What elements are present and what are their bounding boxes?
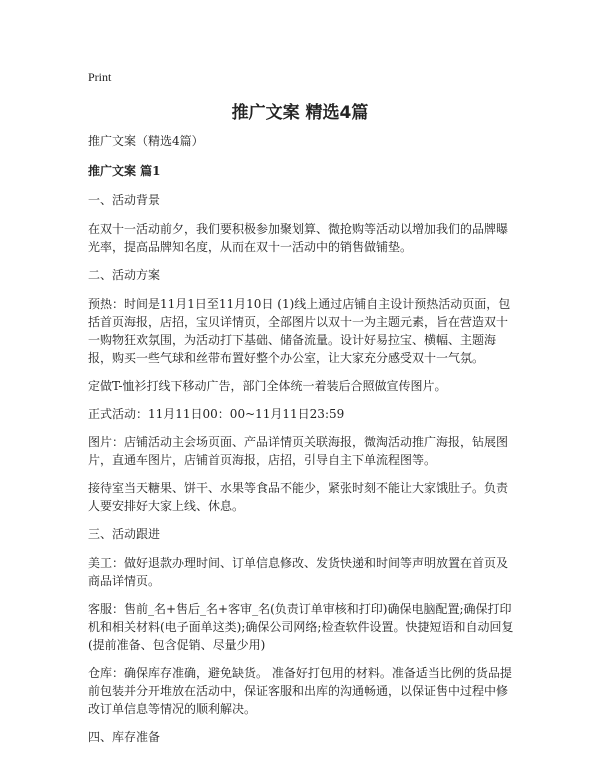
print-label: Print (88, 70, 112, 84)
paragraph-warehouse: 仓库：确保库存准确，避免缺货。 准备好打包用的材料。准备适当比例的货品提前包装并分开堆放在活动中，保证客服和出库的沟通畅通，以保证售中过程中修改订单信息等情况的顺利解决。 (88, 666, 512, 716)
section-heading-plan: 二、活动方案 (88, 268, 161, 282)
paragraph-images: 图片：店铺活动主会场页面、产品详情页关联海报，微淘活动推广海报，钻展图片，直通车图片，店铺首页海报，店招，引导自主下单流程图等。 (88, 435, 509, 467)
article-heading: 推广文案 篇1 (88, 164, 161, 178)
paragraph-service: 客服：售前_名+售后_名+客审_名(负责订单审核和打印)确保电脑配置;确保打印机和相关材料(电子面单这类);确保公司网络;检查软件设置。快捷短语和自动回复(提前准备、包含促销、尽量少用) (88, 602, 514, 652)
section-heading-followup: 三、活动跟进 (88, 527, 161, 541)
section-heading-inventory: 四、库存准备 (88, 730, 161, 744)
document-body (88, 132, 516, 757)
page-title: 推广文案 精选4篇 (231, 103, 369, 123)
document-subtitle: 推广文案（精选4篇） (88, 134, 204, 148)
paragraph-warmup: 预热：时间是11月1日至11月10日 (1)线上通过店铺自主设计预热活动页面，包括首页海报，店招，宝贝详情页，全部图片以双十一为主题元素，旨在营造双十一购物狂欢氛围，为活动打下基础、储备流量。设计好易拉宝、横幅、主题海报，购买一些气球和丝带布置好整个办公室，让大家充分感受双十一气氛。 (88, 297, 511, 365)
section-heading-background: 一、活动背景 (88, 193, 161, 207)
paragraph-formal-event: 正式活动：11月11日00：00~11月11日23:59 (88, 407, 345, 421)
paragraph-tshirt: 定做T-恤衫打线下移动广告，部门全体统一着装后合照做宣传图片。 (88, 379, 447, 393)
paragraph-background: 在双十一活动前夕，我们要积极参加聚划算、微抢购等活动以增加我们的品牌曝光率，提高品牌知名度，从而在双十一活动中的销售做铺垫。 (88, 222, 509, 254)
paragraph-reception: 接待室当天糖果、饼干、水果等食品不能少，紧张时刻不能让大家饿肚子。负责人要安排好大家上线、休息。 (88, 481, 509, 513)
paragraph-art: 美工：做好退款办理时间、订单信息修改、发货快递和时间等声明放置在首页及商品详情页。 (88, 556, 509, 588)
